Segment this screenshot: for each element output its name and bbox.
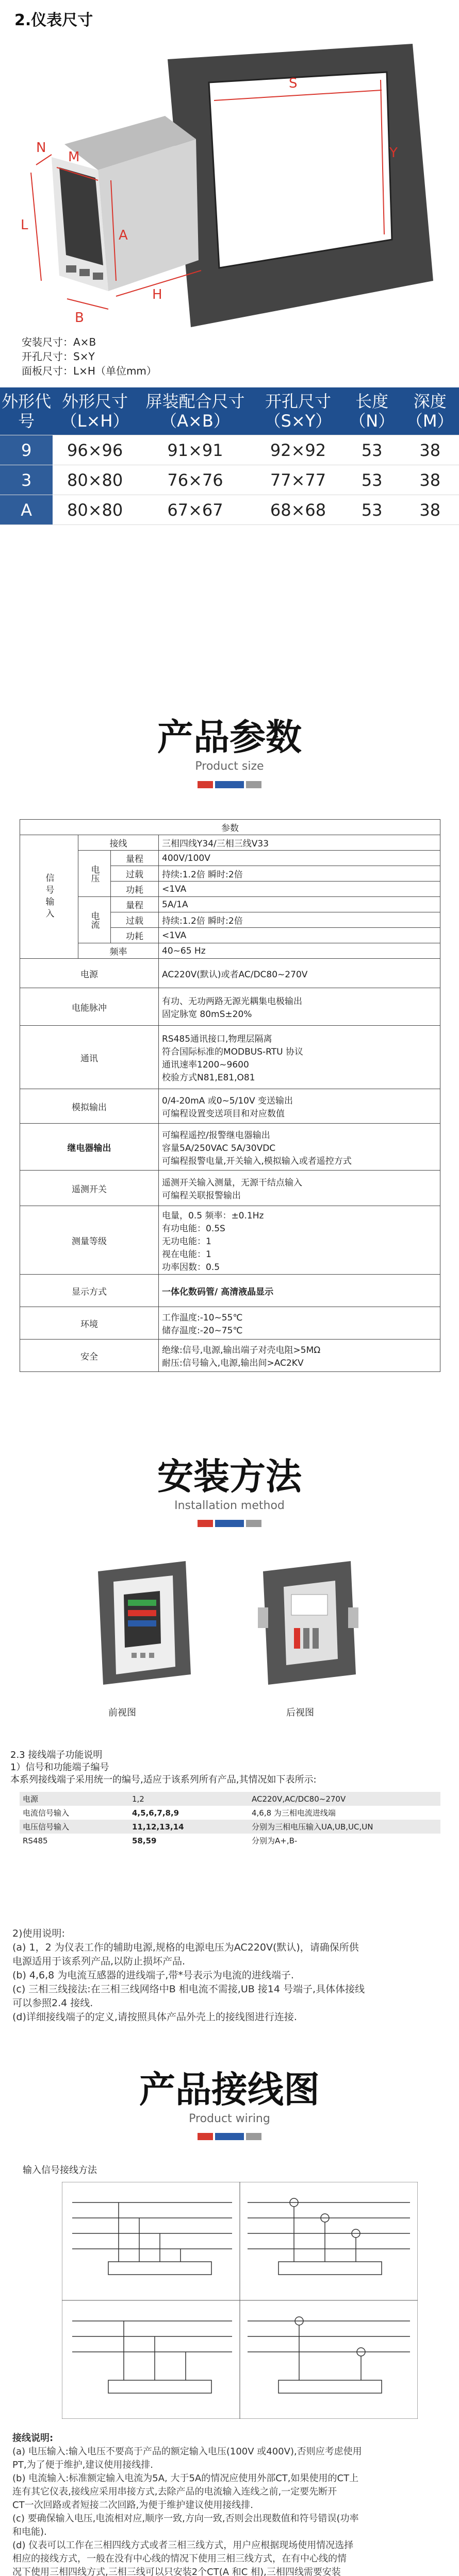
wiring-title: 产品接线图 (139, 2069, 320, 2111)
param-table: 参数 信号输入 接线 三相四线Y34/三相三线V33 电压 量程 400V/100V 过载 持续:1.2倍 瞬时:2倍 功耗 <1VA 电流 量程 5A/1A 过载 持续:1.2倍 瞬时:2倍 功耗 <1VA 频率 40~65 Hz 电源 AC220V(默认)或者AC/DC80~270V 电能脉冲 有功、无功两路无源光耦集电极输出 固定脉宽 80mS±20% 通讯 RS485通讯接口,物理层隔离 符合国际标准的MODBUS-RTU 协议 通讯速率1200~9600 校验方式N81,E81,O81 模拟输出 0/4-20mA 或0~5/10V 变送输出 可编程设置变送项目和对应数值 继电器输出 可编程遥控/报警继电器输出 容量5A/250VAC 5A/30VDC 可编程报警电量,开关输入,模拟输入或者遥控方式 遥测开关 遥测开关输入测量，无源干结点输入 可编程关联报警输出 测量等级 电量，0.5 频率：±0.1Hz 有功电能：0.5S 无功电能：1 视在电能：1 功率因数：0.5 显示方式 一体化数码管/ 高清液晶显示 环境 工作温度:-10~55℃ 储存温度:-20~75℃ 安全 绝缘:信号,电源,输出端子对壳电阻>5MΩ 耐压:信号输入,电源,输出间>AC2KV (20, 819, 440, 1372)
terminals-heading: 2.3 接线端子功能说明 1）信号和功能端子编号 本系列接线端子采用统一的编号,适应于该系列所有产品,其情况如下表所示: (10, 1750, 317, 1785)
col-header: 深度（M） (401, 387, 459, 435)
a-label: A (119, 228, 128, 243)
param-row: 电能脉冲 有功、无功两路无源光耦集电极输出 固定脉宽 80mS±20% (20, 988, 440, 1026)
size-labels (22, 335, 157, 378)
signal-input-label: 信号输入 (20, 835, 78, 959)
table-row: RS485 58,59 分别为A+,B- (23, 1836, 298, 1845)
voltage-label: 电压 (78, 851, 111, 897)
front-view-label: 前视图 (108, 1707, 136, 1718)
wiring-color-bars (198, 2133, 261, 2140)
col-header: 屏装配合尺寸（A×B） (137, 387, 253, 435)
col-header: 开孔尺寸（S×Y） (253, 387, 343, 435)
dimension-table (0, 387, 459, 525)
param-row: 安全 绝缘:信号,电源,输出端子对壳电阻>5MΩ 耐压:信号输入,电源,输出间>AC2KV (20, 1340, 440, 1372)
params-title: 产品参数 (157, 716, 302, 758)
table-row: 电压信号输入 11,12,13,14 分别为三相电压输入UA,UB,UC,UN (20, 1820, 440, 1834)
back-view-label: 后视图 (286, 1707, 314, 1718)
meter-body (52, 116, 199, 291)
cutout-size-label: 开孔尺寸：S×Y (22, 350, 95, 363)
n-label: N (36, 140, 46, 156)
s-label: S (289, 76, 298, 91)
l-label: L (21, 217, 28, 233)
dimension-drawing (21, 39, 433, 332)
param-row: 遥测开关 遥测开关输入测量，无源干结点输入 可编程关联报警输出 (20, 1171, 440, 1206)
param-row: 测量等级 电量，0.5 频率：±0.1Hz 有功电能：0.5S 无功电能：1 视在电能：1 功率因数：0.5 (20, 1206, 440, 1275)
params-color-bars (198, 781, 261, 788)
table-row: 9 96×96 91×91 92×92 53 38 (0, 435, 459, 465)
install-title: 安装方法 (157, 1455, 302, 1498)
panel-size-label: 面板尺寸：L×H（单位mm） (22, 365, 157, 377)
terminals-table (20, 1792, 440, 1848)
params-subtitle: Product size (195, 760, 264, 773)
m-label: M (68, 149, 80, 165)
usage-note: 2)使用说明: (a) 1，2 为仪表工作的辅助电源,规格的电源电压为AC220V(默认)，请确保所供 电源适用于该系列产品,以防止损坏产品. (b) 4,6,8 为电流互感器的进线端子,带*号表示为电流的进线端子. (c) 三相三线接法:在三相三线网络中B 相电流不需接,UB 接14 号端子,具体体接线 可以参照2.4 接线. (d)详细接线端子的定义,请按照具体产品外壳上的接线图进行连接. (12, 1928, 365, 2023)
wiring-diagrams (62, 2182, 418, 2419)
param-row: 模拟输出 0/4-20mA 或0~5/10V 变送输出 可编程设置变送项目和对应数值 (20, 1089, 440, 1124)
install-size-label: 安装尺寸：A×B (22, 336, 96, 348)
wiring-input-label: 输入信号接线方法 (23, 2165, 97, 2176)
table-row: 电源 1,2 AC220V,AC/DC80~270V (20, 1792, 440, 1806)
table-row: 电流信号输入 4,5,6,7,8,9 4,6,8 为三相电流进线端 (23, 1808, 336, 1818)
param-row: 通讯 RS485通讯接口,物理层隔离 符合国际标准的MODBUS-RTU 协议 通讯速率1200~9600 校验方式N81,E81,O81 (20, 1026, 440, 1089)
y-label: Y (389, 145, 398, 161)
param-row: 环境 工作温度:-10~55℃ 储存温度:-20~75℃ (20, 1307, 440, 1340)
panel-cutout-frame (168, 44, 433, 327)
b-label: B (75, 310, 84, 326)
page-title: 2.仪表尺寸 (14, 11, 93, 29)
table-row: 3 80×80 76×76 77×77 53 38 (0, 465, 459, 495)
param-row: 电源 AC220V(默认)或者AC/DC80~270V (20, 959, 440, 988)
header-bar (0, 0, 459, 32)
param-row: 显示方式 一体化数码管/ 高清液晶显示 (20, 1275, 440, 1307)
h-label: H (152, 287, 162, 302)
install-front-view (83, 1551, 206, 1690)
col-header: 外形代号 (0, 387, 53, 435)
col-header: 长度（N） (343, 387, 401, 435)
install-subtitle: Installation method (174, 1499, 285, 1512)
param-table-header: 参数 (20, 820, 440, 835)
wiring-notes: 接线说明: (a) 电压输入:输入电压不要高于产品的额定输入电压(100V 或400V),否则应考虑使用 PT,为了便于维护,建议使用接线排. (b) 电流输入:标准额定输入电流为5A, 大于5A的情况应使用外部CT,如果使用的CT上 连有其它仪表,接线应采用串接方式,去除产品的电流输入连线之前,一定要先断开 CT一次回路或者短接二次回路,为便于维护建议使用接线排. (c) 要确保输入电压,电流相对应,顺序一致,方向一致,否则会出现数值和符号错误(功率 和电能). (d) 仪表可以工作在三相四线方式或者三相三线方式，用户应根据现场使用情况选择 相应的接线方式，一般在没有中心线的情况下使用三相三线方式，在有中心线的情 况下使用三相四线方式,三相三线可以只安装2个CT(A 和C 相),三相四线需要安装 (12, 2433, 362, 2576)
col-header: 外形尺寸（L×H） (53, 387, 137, 435)
dimension-table-header (0, 387, 459, 435)
install-back-view (248, 1551, 371, 1690)
install-color-bars (198, 1520, 261, 1527)
current-label: 电流 (78, 897, 111, 943)
table-row: A 80×80 67×67 68×68 53 38 (0, 495, 459, 525)
param-row: 继电器输出 可编程遥控/报警继电器输出 容量5A/250VAC 5A/30VDC 可编程报警电量,开关输入,模拟输入或者遥控方式 (20, 1124, 440, 1171)
wiring-subtitle: Product wiring (189, 2112, 270, 2125)
